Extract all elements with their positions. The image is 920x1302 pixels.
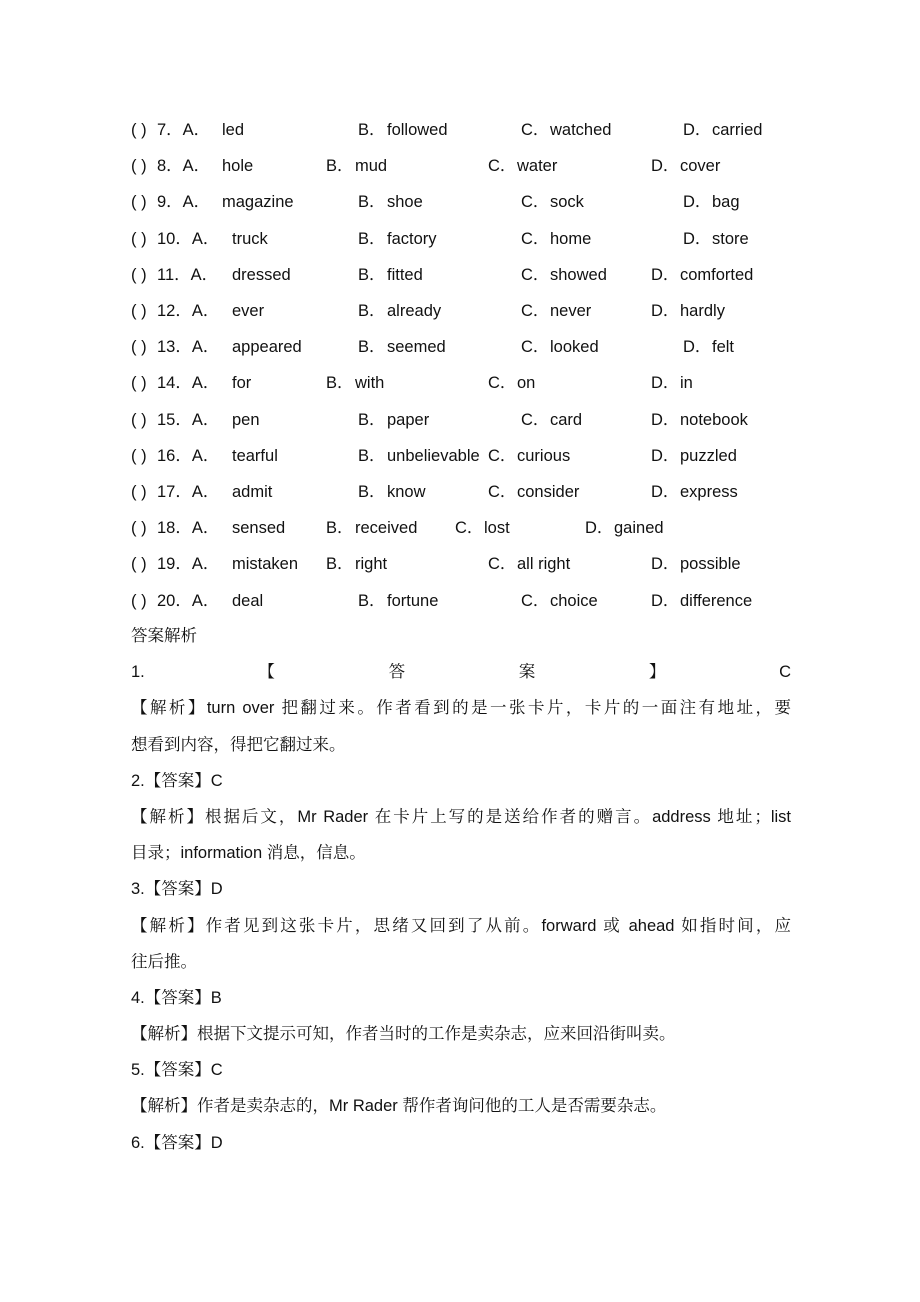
option-letter: C． bbox=[488, 555, 517, 574]
option-a: appeared bbox=[232, 338, 302, 357]
answer-blank: ( ) bbox=[131, 591, 147, 610]
option-a: ever bbox=[232, 302, 265, 320]
option-text: cover bbox=[680, 157, 721, 176]
option-letter: C． bbox=[488, 157, 517, 176]
option-text: shoe bbox=[387, 193, 423, 212]
answer-blank: ( ) bbox=[131, 193, 147, 212]
option-text: mud bbox=[355, 157, 388, 176]
answer-line: 5.【答案】C bbox=[131, 1061, 223, 1080]
option-text: consider bbox=[517, 483, 580, 501]
option-d bbox=[651, 365, 693, 401]
option-c bbox=[521, 402, 583, 438]
option-b bbox=[326, 148, 388, 184]
option-text: factory bbox=[387, 229, 437, 248]
option-letter: D． bbox=[651, 302, 680, 320]
option-text: comforted bbox=[680, 265, 754, 284]
option-text: received bbox=[355, 519, 418, 538]
answer-line: 【解析】turn over 把翻过来。作者看到的是一张卡片，卡片的一面注有地址，要 bbox=[131, 699, 791, 718]
question-number: 9．A． bbox=[157, 193, 211, 212]
option-b bbox=[358, 184, 423, 220]
answer-blank: ( ) bbox=[131, 555, 147, 574]
answer-heading: 答案解析 bbox=[131, 627, 197, 645]
question-row bbox=[131, 184, 831, 220]
option-letter: B． bbox=[358, 446, 386, 465]
question-number: 14．A． bbox=[157, 374, 220, 393]
answer-line: 3.【答案】D bbox=[131, 880, 223, 899]
option-text: unbelievable bbox=[387, 446, 480, 465]
option-c bbox=[488, 546, 571, 582]
option-letter: C． bbox=[521, 193, 550, 212]
option-b bbox=[326, 510, 418, 546]
question-row bbox=[131, 221, 831, 257]
option-b bbox=[358, 583, 439, 619]
answer-blank: ( ) bbox=[131, 410, 147, 429]
question-row bbox=[131, 365, 831, 401]
question-row bbox=[131, 438, 831, 474]
option-letter: B． bbox=[358, 302, 386, 320]
option-c bbox=[521, 329, 599, 365]
question-row bbox=[131, 510, 831, 546]
option-d bbox=[651, 148, 721, 184]
option-text: already bbox=[387, 302, 442, 320]
question-number: 20．A． bbox=[157, 591, 220, 610]
option-text: fortune bbox=[387, 591, 439, 610]
option-letter: B． bbox=[358, 265, 386, 284]
option-a: pen bbox=[232, 410, 260, 429]
option-d bbox=[651, 257, 754, 293]
option-c bbox=[521, 293, 592, 329]
answer-blank: ( ) bbox=[131, 121, 147, 139]
option-letter: D． bbox=[683, 121, 712, 139]
option-a: deal bbox=[232, 591, 264, 610]
answer-line: 往后推。 bbox=[131, 952, 197, 971]
option-c bbox=[521, 221, 592, 257]
option-b bbox=[358, 329, 446, 365]
option-text: all right bbox=[517, 555, 571, 574]
option-text: possible bbox=[680, 555, 741, 574]
question-row bbox=[131, 148, 831, 184]
option-b bbox=[358, 293, 442, 329]
option-text: bag bbox=[712, 193, 740, 212]
option-d bbox=[651, 546, 741, 582]
option-letter: D． bbox=[683, 193, 712, 212]
option-d bbox=[651, 293, 725, 329]
answer-blank: ( ) bbox=[131, 157, 147, 176]
question-number: 13．A． bbox=[157, 338, 220, 357]
option-a: tearful bbox=[232, 446, 278, 465]
option-c bbox=[488, 474, 580, 510]
question-row bbox=[131, 583, 831, 619]
option-letter: C． bbox=[488, 374, 517, 393]
option-text: showed bbox=[550, 265, 607, 284]
question-row bbox=[131, 402, 831, 438]
option-letter: B． bbox=[326, 519, 354, 538]
option-b bbox=[326, 365, 385, 401]
answer-line: 目录；information 消息，信息。 bbox=[131, 844, 366, 863]
option-text: felt bbox=[712, 338, 735, 357]
option-text: home bbox=[550, 229, 592, 248]
option-d bbox=[683, 112, 763, 148]
option-a: truck bbox=[232, 229, 268, 248]
option-text: right bbox=[355, 555, 388, 574]
option-a: magazine bbox=[222, 193, 294, 212]
option-text: difference bbox=[680, 591, 753, 610]
option-d bbox=[683, 221, 749, 257]
option-d bbox=[585, 510, 664, 546]
option-letter: B． bbox=[326, 157, 354, 176]
option-a: led bbox=[222, 121, 245, 139]
answer-line: 4.【答案】B bbox=[131, 988, 222, 1007]
option-letter: C． bbox=[521, 338, 550, 357]
option-text: followed bbox=[387, 121, 448, 139]
option-b bbox=[358, 402, 430, 438]
option-text: with bbox=[355, 374, 385, 393]
question-number: 7．A． bbox=[157, 121, 211, 139]
answer-section bbox=[131, 618, 791, 1161]
question-number: 11．A． bbox=[157, 265, 219, 284]
option-letter: D． bbox=[651, 591, 680, 610]
option-letter: C． bbox=[521, 229, 550, 248]
answer-blank: ( ) bbox=[131, 302, 147, 320]
option-text: watched bbox=[550, 121, 612, 139]
option-a: dressed bbox=[232, 265, 291, 284]
option-c bbox=[521, 112, 612, 148]
option-letter: D． bbox=[683, 338, 712, 357]
option-letter: C． bbox=[521, 121, 550, 139]
answer-line: 【解析】根据后文，Mr Rader 在卡片上写的是送给作者的赠言。address 地址；list bbox=[131, 807, 791, 826]
question-number: 8．A． bbox=[157, 157, 211, 176]
option-text: in bbox=[680, 374, 693, 393]
question-row bbox=[131, 329, 831, 365]
option-text: card bbox=[550, 410, 583, 429]
option-b bbox=[358, 221, 437, 257]
option-letter: D． bbox=[651, 555, 680, 574]
answer-line: 想看到内容，得把它翻过来。 bbox=[131, 735, 346, 754]
option-text: carried bbox=[712, 121, 763, 139]
question-row bbox=[131, 474, 831, 510]
option-a: sensed bbox=[232, 519, 286, 538]
question-number: 12．A． bbox=[157, 302, 220, 320]
option-letter: C． bbox=[521, 302, 550, 320]
option-text: express bbox=[680, 483, 738, 501]
option-letter: D． bbox=[651, 410, 680, 429]
option-text: sock bbox=[550, 193, 584, 212]
option-text: lost bbox=[484, 519, 510, 538]
option-text: looked bbox=[550, 338, 599, 357]
option-text: notebook bbox=[680, 410, 748, 429]
question-row bbox=[131, 257, 831, 293]
question-row bbox=[131, 112, 831, 148]
option-text: water bbox=[517, 157, 558, 176]
question-number: 10．A． bbox=[157, 229, 220, 248]
option-a: admit bbox=[232, 483, 273, 501]
option-c bbox=[455, 510, 510, 546]
option-d bbox=[683, 329, 735, 365]
question-row bbox=[131, 293, 831, 329]
option-b bbox=[326, 546, 388, 582]
option-a: mistaken bbox=[232, 555, 299, 574]
option-text: choice bbox=[550, 591, 598, 610]
answer-blank: ( ) bbox=[131, 265, 147, 284]
option-letter: C． bbox=[488, 446, 517, 465]
question-number: 17．A． bbox=[157, 483, 220, 501]
option-b bbox=[358, 112, 448, 148]
answer-blank: ( ) bbox=[131, 338, 147, 357]
option-b bbox=[358, 257, 423, 293]
option-letter: D． bbox=[683, 229, 712, 248]
question-number: 15．A． bbox=[157, 410, 220, 429]
answer-blank: ( ) bbox=[131, 483, 147, 501]
option-letter: B． bbox=[326, 555, 354, 574]
option-d bbox=[651, 402, 748, 438]
option-letter: C． bbox=[521, 410, 550, 429]
answer-blank: ( ) bbox=[131, 446, 147, 465]
option-text: never bbox=[550, 302, 592, 320]
option-d bbox=[651, 474, 738, 510]
option-letter: C． bbox=[521, 591, 550, 610]
option-c bbox=[488, 438, 571, 474]
option-letter: D． bbox=[585, 519, 614, 538]
option-letter: D． bbox=[651, 483, 680, 501]
answer-line: 1.【答案】C bbox=[131, 663, 791, 682]
question-number: 19．A． bbox=[157, 555, 220, 574]
option-letter: C． bbox=[488, 483, 517, 501]
option-letter: D． bbox=[651, 265, 680, 284]
option-c bbox=[488, 365, 536, 401]
answer-line: 【解析】作者见到这张卡片，思绪又回到了从前。forward 或 ahead 如指时间，应 bbox=[131, 916, 791, 935]
option-letter: D． bbox=[651, 374, 680, 393]
option-text: know bbox=[387, 483, 426, 501]
option-text: seemed bbox=[387, 338, 446, 357]
option-c bbox=[488, 148, 558, 184]
answer-line: 2.【答案】C bbox=[131, 771, 223, 790]
option-b bbox=[358, 474, 426, 510]
option-letter: B． bbox=[358, 121, 386, 139]
option-c bbox=[521, 184, 584, 220]
answer-line: 【解析】作者是卖杂志的，Mr Rader 帮作者询问他的工人是否需要杂志。 bbox=[131, 1097, 667, 1116]
option-letter: B． bbox=[326, 374, 354, 393]
option-text: puzzled bbox=[680, 446, 737, 465]
option-text: on bbox=[517, 374, 536, 393]
option-letter: D． bbox=[651, 446, 680, 465]
option-a: hole bbox=[222, 157, 254, 176]
option-d bbox=[651, 438, 737, 474]
option-letter: B． bbox=[358, 483, 386, 501]
option-text: paper bbox=[387, 410, 430, 429]
option-a: for bbox=[232, 374, 252, 393]
option-text: gained bbox=[614, 519, 664, 538]
option-b bbox=[358, 438, 480, 474]
option-c bbox=[521, 583, 598, 619]
answer-blank: ( ) bbox=[131, 519, 147, 538]
question-number: 18．A． bbox=[157, 519, 220, 538]
option-letter: B． bbox=[358, 338, 386, 357]
option-letter: D． bbox=[651, 157, 680, 176]
answer-line: 【解析】根据下文提示可知，作者当时的工作是卖杂志，应来回沿街叫卖。 bbox=[131, 1025, 676, 1044]
option-letter: B． bbox=[358, 193, 386, 212]
answer-blank: ( ) bbox=[131, 374, 147, 393]
option-letter: B． bbox=[358, 591, 386, 610]
answer-blank: ( ) bbox=[131, 229, 147, 248]
option-letter: B． bbox=[358, 410, 386, 429]
question-number: 16．A． bbox=[157, 446, 220, 465]
answer-line: 6.【答案】D bbox=[131, 1133, 223, 1152]
option-text: store bbox=[712, 229, 749, 248]
option-c bbox=[521, 257, 607, 293]
question-row bbox=[131, 546, 831, 582]
option-text: fitted bbox=[387, 265, 423, 284]
option-text: curious bbox=[517, 446, 571, 465]
option-text: hardly bbox=[680, 302, 725, 320]
option-letter: C． bbox=[455, 519, 484, 538]
option-d bbox=[651, 583, 753, 619]
option-letter: B． bbox=[358, 229, 386, 248]
option-d bbox=[683, 184, 740, 220]
option-letter: C． bbox=[521, 265, 550, 284]
